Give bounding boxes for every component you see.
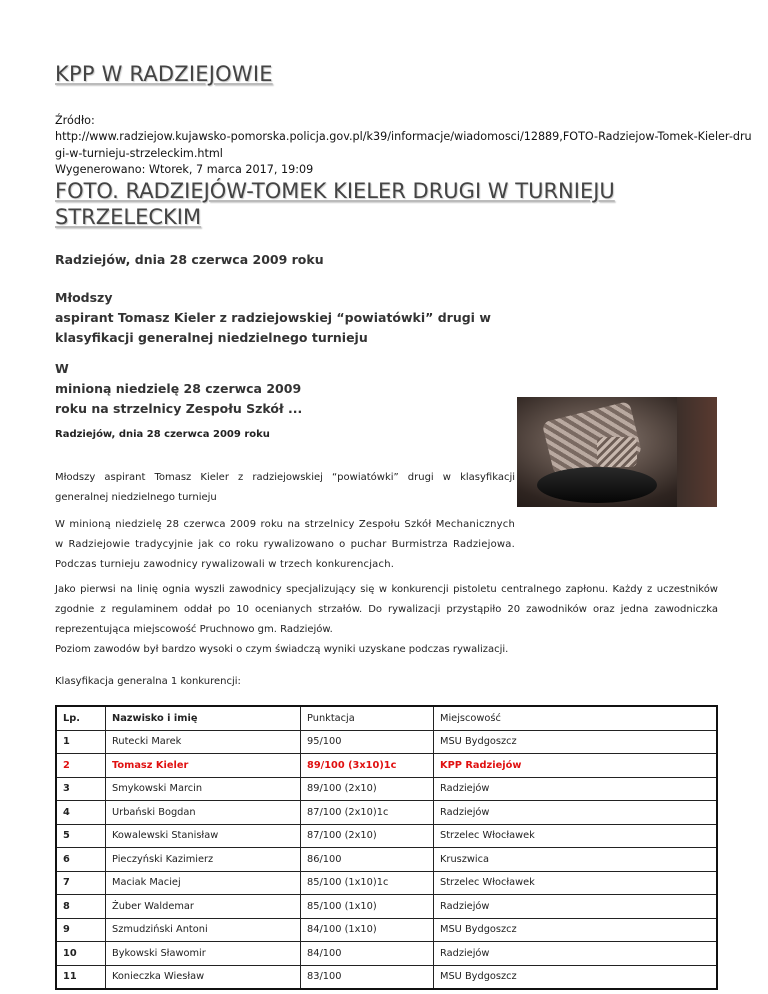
header-name: Nazwisko i imię: [106, 706, 301, 730]
cell-location: Strzelec Włocławek: [434, 824, 718, 848]
cell-score: 84/100 (1x10): [301, 918, 434, 942]
cell-lp: 1: [56, 730, 106, 754]
cell-name: Szmudziński Antoni: [106, 918, 301, 942]
lead-paragraph-1: [55, 288, 491, 348]
body-date: Radziejów, dnia 28 czerwca 2009 roku: [55, 429, 270, 440]
lead-p1-line1: Młodszy: [55, 290, 113, 305]
cell-name: Konieczka Wiesław: [106, 965, 301, 989]
table-header-row: [56, 706, 717, 730]
table-row: [56, 942, 717, 966]
body-paragraph-2: W minioną niedzielę 28 czerwca 2009 roku na strzelnicy Zespołu Szkół Mechanicznych w Radziejowie tradycyjnie jak co roku rywalizowano o puchar Burmistrza Radziejowa. Podczas turnieju zawodnicy rywalizowali w trzech konkurencjach.: [55, 519, 515, 570]
generated-date: Wygenerowano: Wtorek, 7 marca 2017, 19:09: [55, 163, 314, 177]
table-row: [56, 754, 717, 778]
cell-score: 95/100: [301, 730, 434, 754]
table-row: [56, 848, 717, 872]
cell-name: Urbański Bogdan: [106, 801, 301, 825]
cell-lp: 9: [56, 918, 106, 942]
cell-location: Radziejów: [434, 801, 718, 825]
cell-name: Bykowski Sławomir: [106, 942, 301, 966]
cell-score: 87/100 (2x10)1c: [301, 801, 434, 825]
cell-location: Radziejów: [434, 895, 718, 919]
cell-score: 87/100 (2x10): [301, 824, 434, 848]
table-row: [56, 965, 717, 989]
source-label: Źródło:: [55, 114, 95, 127]
source-url-line2[interactable]: gi-w-turnieju-strzeleckim.html: [55, 146, 223, 160]
table-row: [56, 801, 717, 825]
cell-lp: 3: [56, 777, 106, 801]
cell-lp: 6: [56, 848, 106, 872]
cell-name: Pieczyński Kazimierz: [106, 848, 301, 872]
cell-lp: 10: [56, 942, 106, 966]
cell-score: 89/100 (3x10)1c: [301, 754, 434, 778]
cell-lp: 5: [56, 824, 106, 848]
cell-location: Strzelec Włocławek: [434, 871, 718, 895]
table-row: [56, 730, 717, 754]
trophy-base: [537, 467, 657, 503]
table-row: [56, 777, 717, 801]
cell-lp: 2: [56, 754, 106, 778]
body-paragraph-5: Klasyfikacja generalna 1 konkurencji:: [55, 676, 241, 687]
article-title[interactable]: FOTO. RADZIEJÓW-TOMEK KIELER DRUGI W TURNIEJU STRZELECKIM: [55, 179, 615, 229]
lead-p1-line3: klasyfikacji generalnej niedzielnego turnieju: [55, 330, 368, 345]
table-row: [56, 871, 717, 895]
cell-name: Kowalewski Stanisław: [106, 824, 301, 848]
cell-location: MSU Bydgoszcz: [434, 730, 718, 754]
pistol-trophy-detail: [597, 437, 637, 467]
trophy-photo: [517, 397, 717, 507]
cell-score: 89/100 (2x10): [301, 777, 434, 801]
site-title[interactable]: KPP W RADZIEJOWIE: [55, 62, 273, 86]
cell-lp: 4: [56, 801, 106, 825]
cell-score: 83/100: [301, 965, 434, 989]
table-row: [56, 895, 717, 919]
source-url-line1[interactable]: http://www.radziejow.kujawsko-pomorska.policja.gov.pl/k39/informacje/wiadomosci/12889,FOTO-Radziejow-Tomek-Kieler-dru: [55, 130, 752, 144]
cell-location: Kruszwica: [434, 848, 718, 872]
cell-name: Smykowski Marcin: [106, 777, 301, 801]
lead-date: Radziejów, dnia 28 czerwca 2009 roku: [55, 252, 324, 267]
lead-p2-line2: minioną niedzielę 28 czerwca 2009: [55, 381, 302, 396]
cell-score: 85/100 (1x10)1c: [301, 871, 434, 895]
body-paragraph-1: Młodszy aspirant Tomasz Kieler z radziejowskiej “powiatówki” drugi w klasyfikacji generalnej niedzielnego turnieju: [55, 472, 515, 503]
table-row: [56, 918, 717, 942]
cell-location: KPP Radziejów: [434, 754, 718, 778]
cell-location: MSU Bydgoszcz: [434, 918, 718, 942]
cell-score: 85/100 (1x10): [301, 895, 434, 919]
header-location: Miejscowość: [434, 706, 718, 730]
table-row: [56, 824, 717, 848]
cell-score: 86/100: [301, 848, 434, 872]
results-table: [55, 705, 718, 990]
cell-name: Tomasz Kieler: [106, 754, 301, 778]
cell-lp: 8: [56, 895, 106, 919]
cell-name: Żuber Waldemar: [106, 895, 301, 919]
cell-lp: 7: [56, 871, 106, 895]
cell-location: MSU Bydgoszcz: [434, 965, 718, 989]
lead-paragraph-2: [55, 359, 302, 419]
cell-location: Radziejów: [434, 777, 718, 801]
lead-p1-line2: aspirant Tomasz Kieler z radziejowskiej “powiatówki” drugi w: [55, 310, 491, 325]
cell-name: Rutecki Marek: [106, 730, 301, 754]
body-paragraph-3: Jako pierwsi na linię ognia wyszli zawodnicy specjalizujący się w konkurencji pistoletu centralnego zapłonu. Każdy z uczestników zgodnie z regulaminem oddał po 10 ocenianych strzałów. Do rywalizacji przystąpiło 20 zawodników oraz jedna zawodniczka reprezentująca miejscowość Pruchnowo gm. Radziejów.: [55, 584, 718, 635]
lead-p2-line1: W: [55, 361, 69, 376]
header-score: Punktacja: [301, 706, 434, 730]
source-meta: [55, 113, 752, 179]
body-paragraph-4: Poziom zawodów był bardzo wysoki o czym świadczą wyniki uzyskane podczas rywalizacji.: [55, 644, 509, 655]
cell-lp: 11: [56, 965, 106, 989]
header-lp: Lp.: [56, 706, 106, 730]
lead-p2-line3: roku na strzelnicy Zespołu Szkół ...: [55, 401, 303, 416]
photo-background: [677, 397, 717, 507]
cell-score: 84/100: [301, 942, 434, 966]
cell-location: Radziejów: [434, 942, 718, 966]
cell-name: Maciak Maciej: [106, 871, 301, 895]
